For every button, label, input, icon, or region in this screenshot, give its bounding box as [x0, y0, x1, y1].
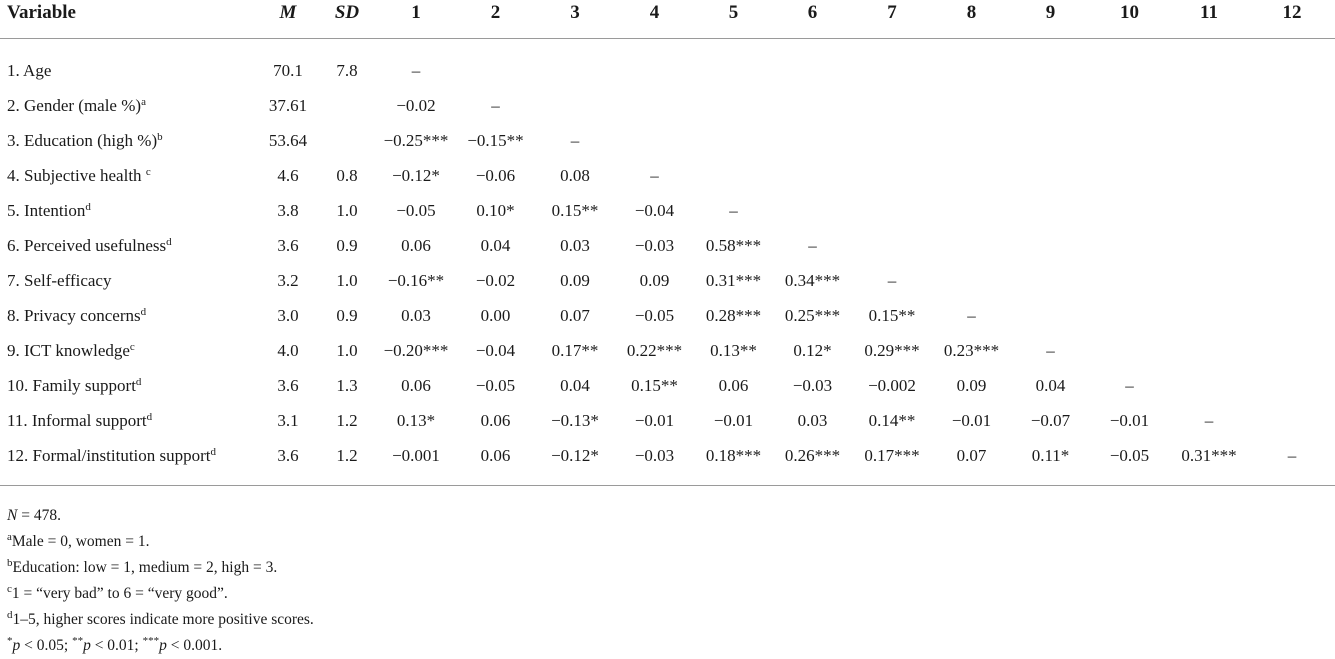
correlation-cell	[773, 158, 852, 193]
header-col-12: 12	[1282, 2, 1302, 23]
correlation-cell: 0.26***	[784, 445, 841, 465]
correlation-cell: −0.05	[634, 305, 675, 325]
correlation-cell: 0.31***	[1181, 445, 1237, 465]
correlation-cell	[932, 228, 1011, 263]
correlation-cell: −0.01	[713, 410, 754, 430]
header-sd: SD	[334, 2, 360, 23]
correlation-cell: −0.02	[475, 270, 516, 290]
footnote-marker: c	[145, 165, 151, 178]
header-col-3: 3	[570, 2, 580, 23]
correlation-cell: −0.01	[634, 410, 675, 430]
correlation-cell: 0.06	[480, 445, 511, 465]
header-col-9: 9	[1045, 2, 1056, 23]
correlation-cell: –	[411, 60, 421, 80]
variable-label: 3. Education (high %)$^b$	[7, 130, 163, 150]
sd-cell: 0.8	[336, 165, 358, 185]
correlation-cell	[932, 263, 1011, 298]
correlation-cell	[1169, 333, 1249, 368]
table-row	[0, 158, 1335, 193]
correlation-cell: 0.58***	[705, 235, 762, 255]
header-col-5: 5	[728, 2, 739, 23]
sd-cell: 1.2	[336, 410, 358, 430]
variable-label: 7. Self-efficacy	[7, 270, 112, 290]
variable-label: 12. Formal/institution support$^d$	[7, 445, 217, 465]
header-col-6: 6	[807, 2, 818, 23]
correlation-cell	[1169, 39, 1249, 89]
correlation-cell	[1090, 193, 1169, 228]
mean-cell: 3.8	[277, 200, 299, 220]
correlation-cell	[852, 228, 932, 263]
correlation-cell: 0.06	[401, 375, 431, 395]
correlation-cell	[1169, 123, 1249, 158]
header-col-7: 7	[887, 2, 897, 23]
variable-label: 9. ICT knowledge$^c$	[7, 340, 135, 360]
table-row	[0, 39, 1335, 89]
correlation-cell	[932, 158, 1011, 193]
correlation-cell	[1011, 88, 1090, 123]
correlation-cell: –	[491, 95, 500, 115]
correlation-cell	[615, 88, 694, 123]
correlation-cell: 0.28***	[705, 305, 762, 325]
table-header	[0, 0, 1335, 39]
correlation-cell: 0.03	[797, 410, 828, 430]
correlation-cell	[773, 123, 852, 158]
variable-label: 4. Subjective health $^c$	[7, 165, 151, 185]
correlation-cell: 0.06	[401, 235, 431, 255]
correlation-cell	[852, 88, 932, 123]
header-row	[0, 0, 1335, 39]
correlation-cell: −0.06	[475, 165, 516, 185]
correlation-cell: 0.09	[639, 270, 670, 290]
correlation-cell	[1249, 263, 1335, 298]
header-variable: Variable	[7, 2, 76, 23]
correlation-cell: 0.08	[560, 165, 590, 185]
correlation-cell: −0.001	[392, 445, 440, 465]
correlation-cell	[1169, 263, 1249, 298]
correlation-cell	[1090, 39, 1169, 89]
footnote-marker: d	[140, 305, 147, 318]
table-row	[0, 123, 1335, 158]
correlation-cell: –	[1204, 410, 1214, 430]
correlation-cell: –	[570, 130, 580, 150]
correlation-cell: −0.05	[1109, 445, 1150, 465]
correlation-cell	[773, 193, 852, 228]
correlation-cell: −0.15**	[467, 130, 524, 150]
correlation-cell: 0.09	[560, 270, 590, 290]
correlation-cell: −0.01	[951, 410, 992, 430]
note-significance: *p < 0.05; **p < 0.01; ***p < 0.001.	[7, 635, 223, 654]
correlation-cell	[1169, 298, 1249, 333]
mean-cell: 3.6	[277, 235, 299, 255]
footnote-marker: c	[129, 340, 135, 353]
correlation-cell: –	[1046, 340, 1055, 360]
correlation-cell	[932, 193, 1011, 228]
correlation-cell	[694, 39, 773, 89]
correlation-cell	[1011, 123, 1090, 158]
note-b: $^b$Education: low = 1, medium = 2, high = 3.	[7, 557, 278, 576]
mean-cell: 70.1	[273, 60, 303, 80]
mean-cell: 3.2	[277, 270, 299, 290]
correlation-cell: −0.13*	[551, 410, 599, 430]
correlation-cell	[1249, 39, 1335, 89]
header-mean: M	[279, 2, 297, 23]
table-row	[0, 298, 1335, 333]
note-d: $^d$1–5, higher scores indicate more positive scores.	[7, 609, 314, 628]
correlation-cell	[1090, 88, 1169, 123]
correlation-cell: −0.05	[475, 375, 516, 395]
correlation-cell: 0.17**	[551, 340, 599, 360]
header-col-11: 11	[1200, 2, 1218, 23]
sd-cell: 0.9	[336, 235, 358, 255]
correlation-cell	[1249, 158, 1335, 193]
correlation-cell	[1169, 193, 1249, 228]
correlation-cell	[852, 123, 932, 158]
mean-cell: 4.6	[277, 165, 299, 185]
correlation-cell	[1090, 228, 1169, 263]
correlation-cell: −0.25***	[383, 130, 449, 150]
correlation-cell	[1249, 403, 1335, 438]
correlation-cell: −0.002	[868, 375, 916, 395]
correlation-cell: −0.03	[634, 445, 675, 465]
correlation-cell: 0.17***	[864, 445, 920, 465]
correlation-cell	[1011, 39, 1090, 89]
table-row	[0, 263, 1335, 298]
correlation-cell: −0.03	[792, 375, 833, 395]
sd-cell: 1.3	[336, 375, 358, 395]
correlation-cell: 0.07	[560, 305, 590, 325]
table-row	[0, 403, 1335, 438]
variable-label: 5. Intention$^d$	[7, 200, 91, 220]
table-notes	[7, 503, 314, 659]
mean-cell: 3.0	[277, 305, 299, 325]
variable-label: 6. Perceived usefulness$^d$	[7, 235, 172, 255]
table-row	[0, 88, 1335, 123]
mean-cell: 3.6	[277, 445, 299, 465]
correlation-cell: 0.06	[718, 375, 749, 395]
variable-label: 8. Privacy concerns$^d$	[7, 305, 147, 325]
correlation-cell	[1090, 123, 1169, 158]
correlation-cell: −0.12*	[551, 445, 599, 465]
correlation-cell	[1011, 228, 1090, 263]
correlation-cell	[694, 88, 773, 123]
correlation-cell	[535, 39, 615, 89]
header-col-1: 1	[411, 2, 421, 23]
correlation-cell: −0.07	[1030, 410, 1071, 430]
footnote-marker: b	[157, 130, 163, 143]
correlation-cell: 0.15**	[551, 200, 599, 220]
correlation-cell	[932, 88, 1011, 123]
sd-cell: 0.9	[336, 305, 358, 325]
correlation-cell: −0.12*	[392, 165, 440, 185]
table-row	[0, 368, 1335, 403]
correlation-cell	[694, 158, 773, 193]
footnote-marker: d	[210, 445, 217, 458]
correlation-cell: 0.03	[560, 235, 590, 255]
correlation-cell	[1011, 298, 1090, 333]
correlation-cell: –	[1125, 375, 1134, 395]
correlation-cell	[615, 39, 694, 89]
correlation-cell: 0.12*	[793, 340, 832, 360]
mean-cell: 53.64	[268, 130, 308, 150]
correlation-cell: 0.13*	[396, 410, 436, 430]
sd-cell: 7.8	[336, 60, 358, 80]
correlation-cell: –	[650, 165, 659, 185]
correlation-cell: 0.13**	[710, 340, 757, 360]
correlation-cell: 0.03	[401, 305, 431, 325]
correlation-cell	[1090, 158, 1169, 193]
variable-label: 10. Family support$^d$	[7, 375, 142, 395]
correlation-cell: 0.07	[956, 445, 987, 465]
sd-cell	[318, 123, 376, 158]
note-sample-size: N = 478.	[7, 507, 61, 524]
variable-label: 2. Gender (male %)$^a$	[7, 95, 146, 115]
note-c: $^c$1 = “very bad” to 6 = “very good”.	[7, 583, 228, 602]
table-row	[0, 193, 1335, 228]
footnote-marker: a	[141, 95, 146, 108]
correlation-cell	[456, 39, 535, 89]
table-body	[0, 39, 1335, 486]
mean-cell: 37.61	[268, 95, 308, 115]
sd-cell: 1.0	[336, 340, 358, 360]
correlation-cell: 0.22***	[626, 340, 683, 360]
correlation-cell: 0.29***	[864, 340, 920, 360]
correlation-cell: 0.23***	[943, 340, 1000, 360]
correlation-cell: 0.06	[480, 410, 511, 430]
correlation-cell: −0.04	[475, 340, 516, 360]
sd-cell	[318, 88, 376, 123]
correlation-cell	[1169, 158, 1249, 193]
correlation-cell: −0.01	[1109, 410, 1150, 430]
correlation-cell: 0.04	[1035, 375, 1066, 395]
correlation-cell: –	[887, 270, 897, 290]
footnote-marker: d	[85, 200, 91, 213]
correlation-cell: −0.16**	[387, 270, 445, 290]
correlation-cell	[615, 123, 694, 158]
correlation-cell	[852, 39, 932, 89]
header-col-2: 2	[490, 2, 501, 23]
correlation-cell: –	[729, 200, 738, 220]
correlation-cell: −0.03	[634, 235, 675, 255]
correlation-cell	[1249, 88, 1335, 123]
footnote-marker: d	[146, 410, 153, 423]
correlation-cell: 0.09	[956, 375, 987, 395]
sd-cell: 1.0	[336, 200, 358, 220]
correlation-cell: 0.15**	[631, 375, 678, 395]
correlation-cell: –	[967, 305, 976, 325]
footnote-marker: d	[135, 375, 142, 388]
correlation-cell: 0.10*	[476, 200, 515, 220]
correlation-cell	[1090, 298, 1169, 333]
mean-cell: 3.1	[277, 410, 299, 430]
correlation-cell: −0.20***	[383, 340, 449, 360]
correlation-cell: −0.05	[396, 200, 436, 220]
correlation-cell	[932, 39, 1011, 89]
table-row	[0, 228, 1335, 263]
correlation-cell	[932, 123, 1011, 158]
correlation-cell	[1011, 263, 1090, 298]
sd-cell: 1.2	[336, 445, 358, 465]
mean-cell: 4.0	[277, 340, 299, 360]
correlation-cell: 0.15**	[868, 305, 916, 325]
correlation-cell	[773, 39, 852, 89]
header-col-8: 8	[966, 2, 977, 23]
correlation-cell: 0.04	[560, 375, 590, 395]
correlation-cell: 0.14**	[868, 410, 916, 430]
header-col-10: 10	[1120, 2, 1139, 23]
correlation-cell	[1090, 263, 1169, 298]
correlation-cell: 0.11*	[1031, 445, 1070, 465]
correlation-cell	[1249, 368, 1335, 403]
correlation-cell: −0.04	[634, 200, 675, 220]
correlation-cell	[852, 193, 932, 228]
variable-label: 11. Informal support$^d$	[7, 410, 153, 430]
correlation-cell	[852, 158, 932, 193]
correlation-cell: 0.34***	[784, 270, 841, 290]
correlation-cell: 0.00	[480, 305, 511, 325]
correlation-cell: –	[1287, 445, 1297, 465]
correlation-cell	[1249, 333, 1335, 368]
correlation-cell: −0.02	[396, 95, 436, 115]
correlation-cell	[773, 88, 852, 123]
correlation-cell	[1011, 158, 1090, 193]
correlation-cell	[1249, 228, 1335, 263]
correlation-cell: –	[808, 235, 817, 255]
correlation-cell: 0.31***	[705, 270, 762, 290]
table-row	[0, 333, 1335, 368]
correlation-cell: 0.18***	[705, 445, 762, 465]
header-col-4: 4	[649, 2, 660, 23]
correlation-cell	[1090, 333, 1169, 368]
correlation-cell	[535, 88, 615, 123]
variable-label: 1. Age	[7, 60, 52, 80]
mean-cell: 3.6	[277, 375, 299, 395]
correlation-cell	[1249, 123, 1335, 158]
note-a: $^a$Male = 0, women = 1.	[7, 531, 150, 550]
correlation-cell: 0.04	[480, 235, 511, 255]
correlation-cell	[1249, 193, 1335, 228]
correlation-cell	[1169, 228, 1249, 263]
table-row	[0, 438, 1335, 486]
footnote-marker: d	[166, 235, 172, 248]
correlation-cell: 0.25***	[784, 305, 841, 325]
correlation-cell	[694, 123, 773, 158]
correlation-cell	[1169, 368, 1249, 403]
sd-cell: 1.0	[336, 270, 358, 290]
correlation-cell	[1169, 88, 1249, 123]
correlation-cell	[1011, 193, 1090, 228]
correlation-cell	[1249, 298, 1335, 333]
